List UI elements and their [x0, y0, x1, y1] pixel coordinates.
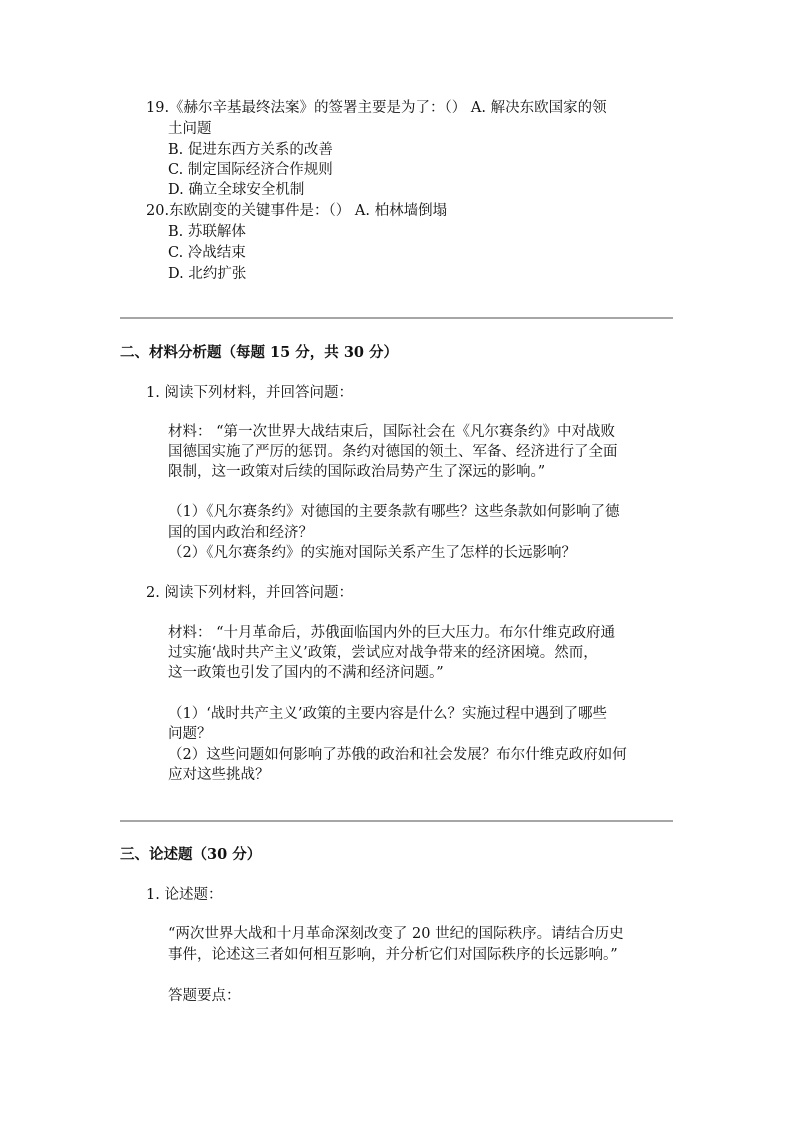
answer-points-label: 答题要点：: [168, 988, 241, 1004]
section-3-heading: 三、论述题（30 分）: [120, 846, 262, 863]
question-20-stem: 20.东欧剧变的关键事件是：（） A. 柏林墙倒塌: [146, 203, 448, 219]
sub-question-line: 国的国内政治和经济？: [168, 525, 313, 541]
section-divider: [120, 317, 673, 319]
essay-prompt-line: “两次世界大战和十月革命深刻改变了 20 世纪的国际秩序。请结合历史: [168, 926, 624, 942]
question-title: 1. 论述题：: [146, 887, 223, 903]
sub-question-line: （1）《凡尔赛条约》对德国的主要条款有哪些？这些条款如何影响了德: [168, 504, 620, 520]
sub-question-line: （2）《凡尔赛条约》的实施对国际关系产生了怎样的长远影响？: [168, 545, 576, 561]
sub-question-line: （2）这些问题如何影响了苏俄的政治和社会发展？布尔什维克政府如何: [168, 747, 627, 763]
question-19-option-d: D. 确立全球安全机制: [168, 182, 305, 198]
question-19-stem-continued: 土问题: [168, 121, 212, 137]
sub-question-line: 问题？: [168, 726, 212, 742]
material-line: 限制，这一政策对后续的国际政治局势产生了深远的影响。”: [168, 464, 546, 480]
question-20-option-d: D. 北约扩张: [168, 266, 247, 282]
question-19-option-c: C. 制定国际经济合作规则: [168, 162, 333, 178]
question-19-option-b: B. 促进东西方关系的改善: [168, 142, 333, 158]
material-line: 这一政策也引发了国内的不满和经济问题。”: [168, 665, 444, 681]
question-20-option-b: B. 苏联解体: [168, 224, 246, 240]
section-divider: [120, 820, 673, 822]
section-2-heading: 二、材料分析题（每题 15 分，共 30 分）: [120, 344, 399, 361]
question-title: 2. 阅读下列材料，并回答问题：: [146, 585, 353, 601]
question-title: 1. 阅读下列材料，并回答问题：: [146, 385, 353, 401]
sub-question-line: （1）‘战时共产主义’政策的主要内容是什么？实施过程中遇到了哪些: [168, 706, 607, 722]
sub-question-line: 应对这些挑战？: [168, 767, 270, 783]
material-line: 材料： “十月革命后，苏俄面临国内外的巨大压力。布尔什维克政府通: [168, 625, 616, 641]
material-line: 国德国实施了严厉的惩罚。条约对德国的领土、军备、经济进行了全面: [168, 444, 618, 460]
question-19-stem: 19.《赫尔辛基最终法案》的签署主要是为了：（） A. 解决东欧国家的领: [146, 100, 607, 116]
question-20-option-c: C. 冷战结束: [168, 245, 246, 261]
material-line: 材料： “第一次世界大战结束后，国际社会在《凡尔赛条约》中对战败: [168, 424, 616, 440]
essay-prompt-line: 事件，论述这三者如何相互影响，并分析它们对国际秩序的长远影响。”: [168, 947, 618, 963]
material-line: 过实施‘战时共产主义’政策，尝试应对战争带来的经济困境。然而，: [168, 645, 598, 661]
